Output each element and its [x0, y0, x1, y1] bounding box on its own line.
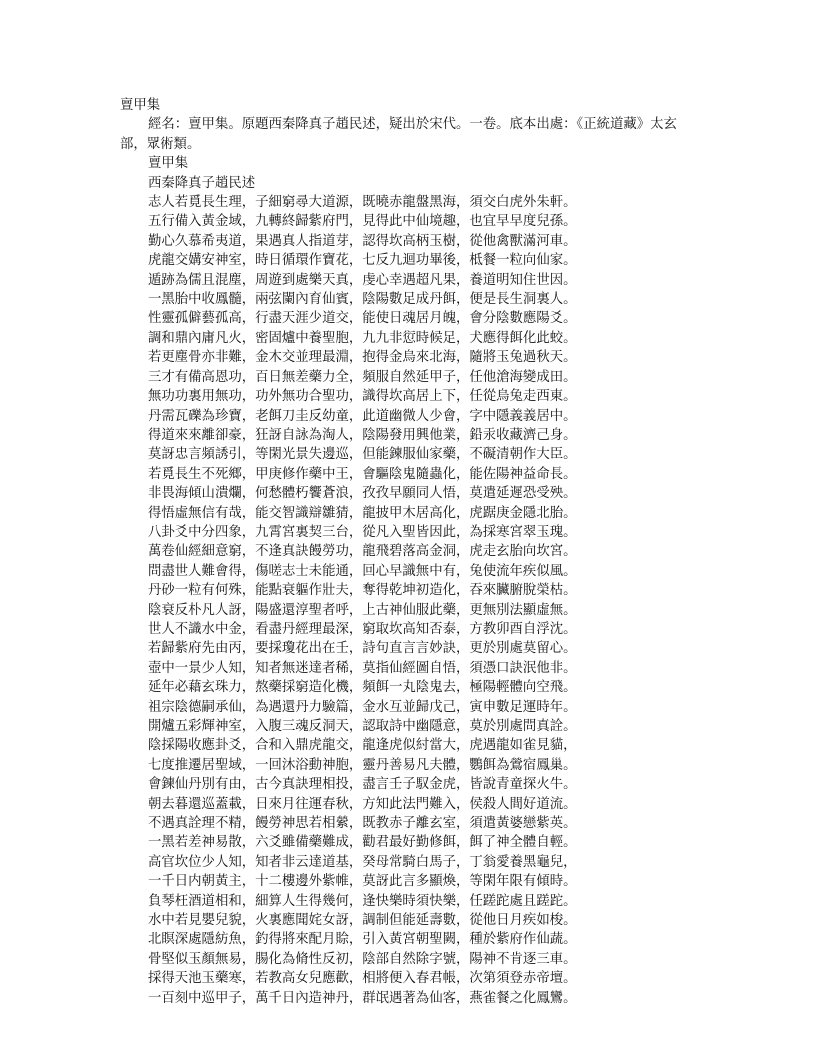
document-author: 西秦降真子趙民述 — [148, 175, 256, 191]
document-page — [120, 96, 720, 1008]
verse-line: 陰衰反朴凡人訝，陽盛還淳聖者呼，上古神仙服此藥，更無別法顯虛無。 — [148, 602, 577, 618]
verse-line: 一千日内朝黃主，十二樓邊外紫帷，莫訝此言多顯煥，等閑年限有傾時。 — [148, 874, 577, 890]
verse-line: 問盡世人難會得，傷嗟志士未能通，回心早識無中有，兔使流年疾似風。 — [148, 563, 577, 579]
verse-line: 無功功裏用無功，功外無功合聖功，識得坎高居上下，任從烏兔走西東。 — [148, 389, 577, 405]
verse-line: 若覓長生不死鄉，甲庚修作藥中王，會驅陰鬼隨蟲化，能佐陽神益命長。 — [148, 466, 577, 482]
verse-line: 丹砂一粒有何殊，能點衰軀作壯夫，奪得乾坤初造化，吞來臟腑脫榮枯。 — [148, 583, 577, 599]
verse-line: 勤心久慕希夷道，果遇真人指道芽，認得坎高柄玉樹，從他禽獸滿河車。 — [148, 233, 577, 249]
verse-line: 祖宗陰德嗣承仙，為遇還丹力驗篇，金水互並歸戊己，寅申數足運時年。 — [148, 699, 577, 715]
verse-line: 莫訝忠言頻誘引，等閑光景失邊巡，但能鍊服仙家藥，不礙清朝作大臣。 — [148, 447, 577, 463]
verse-line: 壺中一景少人知，知者無迷達者稀，莫指仙經圖自悟，須憑口訣泯他非。 — [148, 660, 577, 676]
verse-line: 骨堅似玉顏無易，腸化為脩性反初，陰部自然除字號，陽神不肯逐三車。 — [148, 951, 577, 967]
verse-line: 性靈孤僻藝孤高，行盡天涯少道交，能使日魂居月魄，會分陰數應陽爻。 — [148, 311, 577, 327]
verse-line: 三才有備高恩功，百日無差藥力全，頻服自然延甲子，任他滄海變成田。 — [148, 369, 577, 385]
verse-line: 延年必藉玄珠力，熬藥採窮造化機，頻餌一丸陰鬼去，極陽輕體向空飛。 — [148, 680, 577, 696]
document-heading: 亶甲集 — [120, 98, 161, 113]
verse-line: 調和鼎內庸凡火，密固爐中養聖胞，九九非愆時候足，犬應得餌化此蛟。 — [148, 330, 577, 346]
verse-line: 北瞑深處隱紡魚，釣得將來配月賒，引入黃宮朝聖闕，種於紫府作仙蔬。 — [148, 932, 577, 948]
verse-line: 七度推遷居聖域，一回沐浴動神胞，靈丹善易凡夫體，鸚餌為鶯宿鳳巢。 — [148, 757, 577, 773]
verse-line: 採得天池玉藥寒，若教高女兒應歡，相將便入春君帳，次第須登赤帝壇。 — [148, 971, 577, 987]
verse-line: 得道來來離卻豪，狂訝自詠為淘人，陰陽發用興他業，鉛汞收藏濟己身。 — [148, 427, 577, 443]
verse-line: 非畏海傾山潰爛，何愁體朽饗蒼浪，孜孜早願同人悟，莫遣延遲恐受殃。 — [148, 486, 577, 502]
scripture-info-line-1: 經名：亶甲集。原題西秦降真子趙民述，疑出於宋代。一卷。底本出處：《正統道藏》太玄 — [148, 117, 677, 133]
verse-line: 丹需瓦礫為珍寶，老餌刀圭反幼童，此道幽微人少會，字中隱義義居中。 — [148, 408, 577, 424]
verse-line: 開爐五彩輝神室，入腹三魂反洞天，認取詩中幽隱意，莫於別處問真詮。 — [148, 719, 577, 734]
verse-line: 虎龍交媾安神室，時日循環作寶花，七反九迴功畢後，柢餐一粒向仙家。 — [148, 253, 577, 269]
verse-line: 得悟虛無信有哉，能交智識辯雛猜，龍披甲木居高化，虎踞庚金隱北胎。 — [148, 505, 577, 521]
verse-line: 萬卷仙經細意窮，不逢真訣饅勞功，龍飛碧落高金洞，虎走玄胎向坎宮。 — [148, 544, 577, 560]
verse-line: 高官坎位少人知，知者非云達道基，癸母常騎白馬子，丁翁愛養黑龜兒， — [148, 854, 577, 870]
verse-line: 八卦爻中分四象，九霄宮裏契三台，從凡入聖皆因此，為採寒宮翠玉瑰。 — [148, 524, 577, 540]
verse-line: 會鍊仙丹別有由，古今真訣理相投，盡言壬子馭金虎，皆說青童探火牛。 — [148, 777, 577, 793]
document-subtitle: 亶甲集 — [148, 156, 189, 172]
verse-line: 世人不識水中金，看盡丹經理最深，窮取坎高知否泰，方教卯酉自浮沈。 — [148, 621, 577, 637]
verse-line: 陰採陽收應卦爻，合和入鼎虎龍交，龍逢虎似紂當大，虎遇龍如雀見貓， — [148, 738, 577, 754]
verse-line: 遁跡為儒且混塵，周遊到處樂天真，虔心幸遇超凡果，養道明知住世因。 — [148, 272, 577, 288]
verse-line: 五行備入黃金域，九轉終歸紫府門，見得此中仙境趣，也宜早早度兒孫。 — [148, 214, 577, 230]
verse-line: 朝去暮還巡蓋載，日來月往運春秋，方知此法門難入，侯殺人間好道流。 — [148, 796, 577, 812]
verse-line: 一黑若差神易散，六爻雖備藥難成，勸君最好勤修餌，餌了神全體自輕。 — [148, 835, 577, 851]
verse-line: 志人若覓長生理，子細窮尋大道源，既曉赤龍盤黑海，須交白虎外朱軒。 — [148, 195, 577, 211]
verse-line: 若更塵骨亦非難，金木交並理最淵，抱得金烏來北海，隨將玉兔過秋天。 — [148, 350, 577, 366]
verse-list — [120, 193, 720, 1008]
verse-line: 不遇真詮理不精，饅勞神思若相縈，既教赤子離玄室，須遣黃婆戀紫英。 — [148, 816, 577, 832]
verse-line: 一百刻中巡甲子，萬千日內造神丹，群氓遇著為仙客，燕雀餐之化鳳鸞。 — [148, 990, 577, 1006]
verse-line: 負琴枉酒道相和，細算人生得幾何，逢快樂時須快樂，任蹉跎處且蹉跎。 — [148, 893, 577, 909]
scripture-info-line-2: 部，眾術類。 — [120, 136, 201, 152]
verse-line: 水中若見嬰兒貌，火裏應聞姹女訝，調制但能延壽數，從他日月疾如梭。 — [148, 913, 577, 929]
verse-line: 一黑胎中收鳳髓，兩弦闌內育仙賓，陰陽數足成丹餌，便是長生洞裏人。 — [148, 292, 577, 308]
verse-line: 若歸紫府先由丙，要採瓊花出在壬，詩句直言言妙訣，更於別處莫留心。 — [148, 641, 577, 657]
